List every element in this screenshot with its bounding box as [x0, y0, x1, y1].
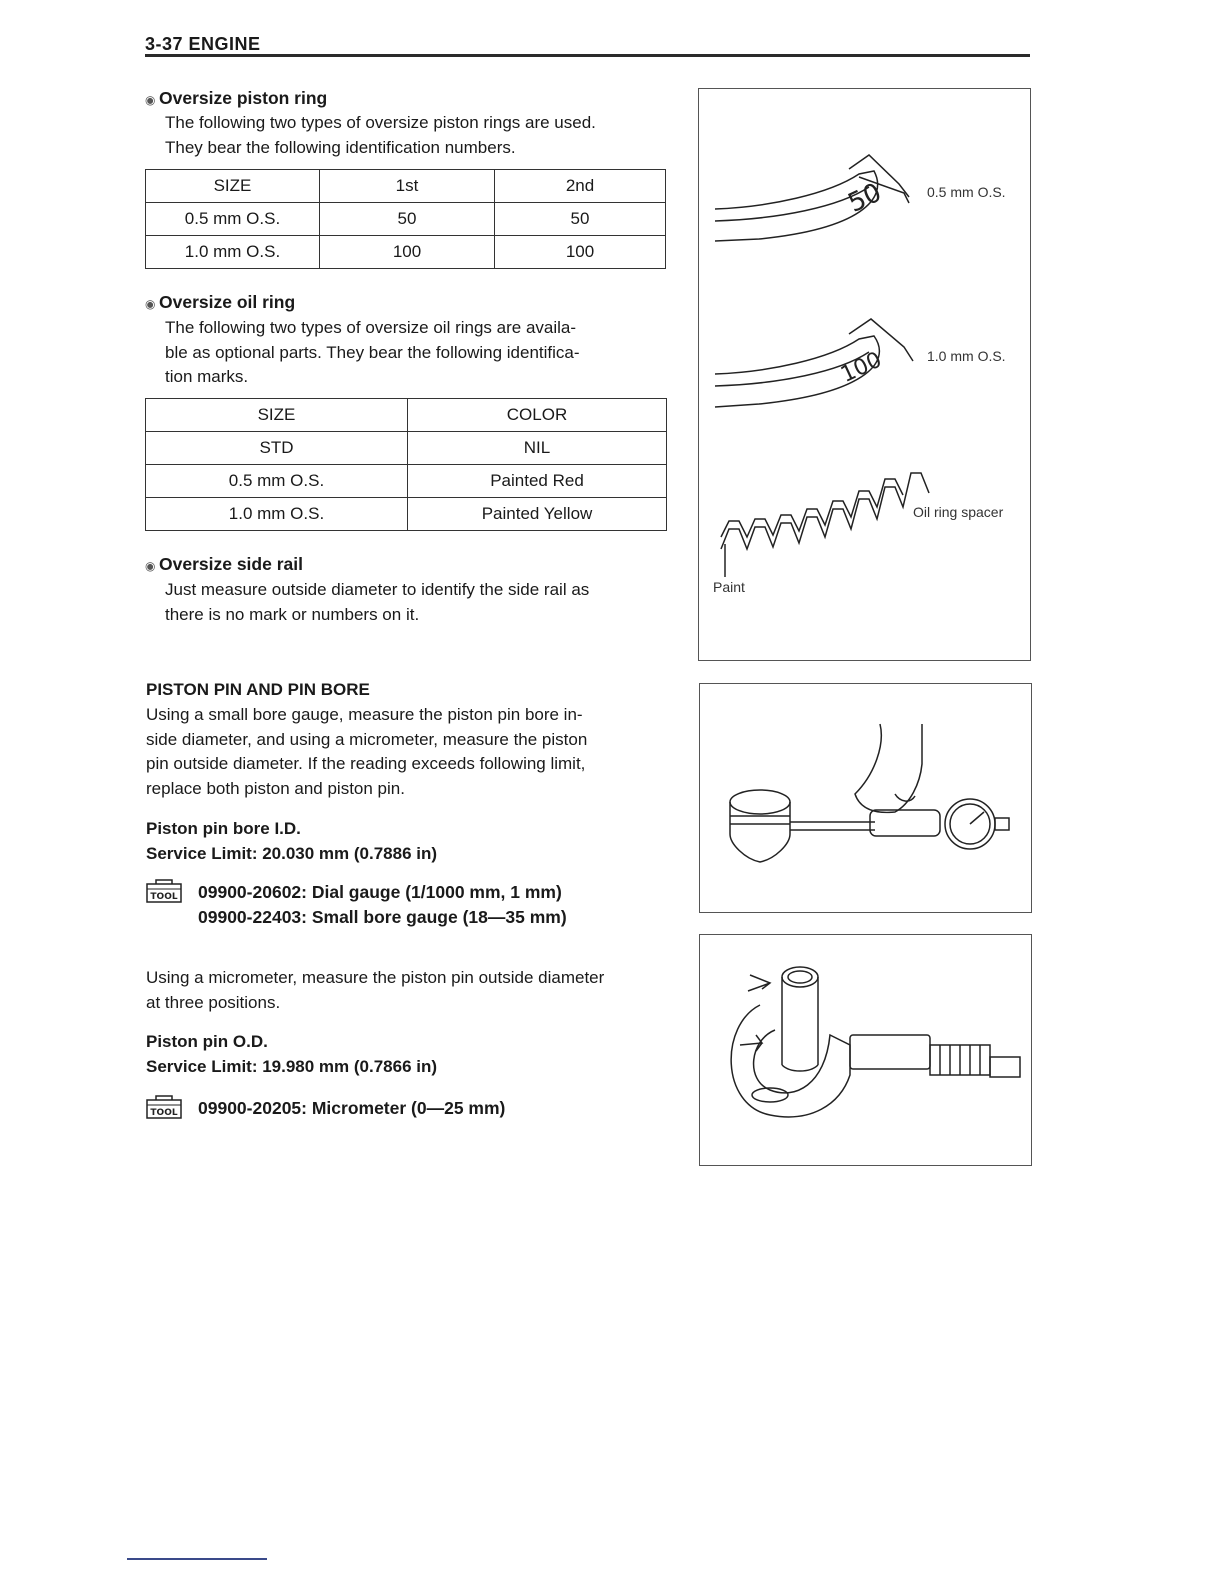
- piston-pin-intro: Using a small bore gauge, measure the piston pin bore in- side diameter, and using a micrometer, measure the piston pin outside diameter. If the reading exceeds following limit, replace both piston and piston pin.: [146, 705, 588, 798]
- oil-ring-heading: ◉ Oversize oil ring: [145, 292, 296, 312]
- micrometer-illustration: [700, 935, 1031, 1165]
- ring-100-mark: 100: [837, 347, 886, 388]
- oil-ring-table: [145, 398, 667, 531]
- tool-icon-label: TOOL: [150, 892, 178, 902]
- table-row: 0.5 mm O.S. 50 50: [146, 203, 666, 236]
- page-header: 3-37 ENGINE: [145, 34, 261, 54]
- micrometer-figure: [699, 934, 1032, 1166]
- header-rule: [145, 54, 1030, 57]
- pin-od-spec: Piston pin O.D. Service Limit: 19.980 mm (0.7866 in): [146, 1032, 438, 1076]
- pin-bore-spec: Piston pin bore I.D. Service Limit: 20.030 mm (0.7886 in): [146, 819, 438, 863]
- paint-label: Paint: [713, 579, 745, 595]
- bullet-icon: ◉: [145, 297, 156, 311]
- table-header-row: SIZE COLOR: [146, 399, 667, 432]
- bore-gauge-illustration: [700, 684, 1031, 912]
- oil-ring-text: The following two types of oversize oil rings are availa- ble as optional parts. They bear the following identifica- tion marks.: [165, 318, 580, 386]
- table-row: 0.5 mm O.S. Painted Red: [146, 465, 667, 498]
- tool-icon-label: TOOL: [150, 1108, 178, 1118]
- table-row: 1.0 mm O.S. Painted Yellow: [146, 498, 667, 531]
- ring-50-mark: 50: [843, 177, 887, 219]
- bullet-icon: ◉: [145, 93, 156, 107]
- ring-100-label: 1.0 mm O.S.: [927, 348, 1006, 364]
- side-rail-heading: ◉ Oversize side rail: [145, 554, 303, 574]
- tool-list-2: 09900-20205: Micrometer (0—25 mm): [198, 1098, 506, 1118]
- ring-100-illustration: [715, 319, 913, 407]
- toolbox-icon: [146, 878, 182, 904]
- piston-ring-heading: ◉ Oversize piston ring: [145, 88, 328, 108]
- ring-marks-figure: [698, 88, 1031, 661]
- piston-ring-text: The following two types of oversize piston rings are used. They bear the following identification numbers.: [165, 113, 596, 157]
- toolbox-icon: [146, 1094, 182, 1120]
- table-row: 1.0 mm O.S. 100 100: [146, 236, 666, 269]
- micrometer-intro: Using a micrometer, measure the piston pin outside diameter at three positions.: [146, 968, 605, 1012]
- oil-ring-spacer-label: Oil ring spacer: [913, 504, 1004, 520]
- bullet-icon: ◉: [145, 559, 156, 573]
- piston-pin-section-title: PISTON PIN AND PIN BORE: [146, 680, 370, 699]
- oil-ring-spacer-illustration: [721, 473, 929, 577]
- piston-ring-table: [145, 169, 666, 269]
- table-row: STD NIL: [146, 432, 667, 465]
- tool-icon: [146, 878, 182, 909]
- side-rail-text: Just measure outside diameter to identify the side rail as there is no mark or numbers on it.: [165, 580, 590, 624]
- tool-list-1: 09900-20602: Dial gauge (1/1000 mm, 1 mm) 09900-22403: Small bore gauge (18—35 mm): [198, 882, 567, 927]
- bore-gauge-figure: [699, 683, 1032, 913]
- ring-marks-drawing: [699, 89, 1030, 660]
- table-header-row: SIZE 1st 2nd: [146, 170, 666, 203]
- footer-rule: [127, 1558, 267, 1560]
- tool-icon-2: [146, 1094, 182, 1125]
- ring-50-label: 0.5 mm O.S.: [927, 184, 1006, 200]
